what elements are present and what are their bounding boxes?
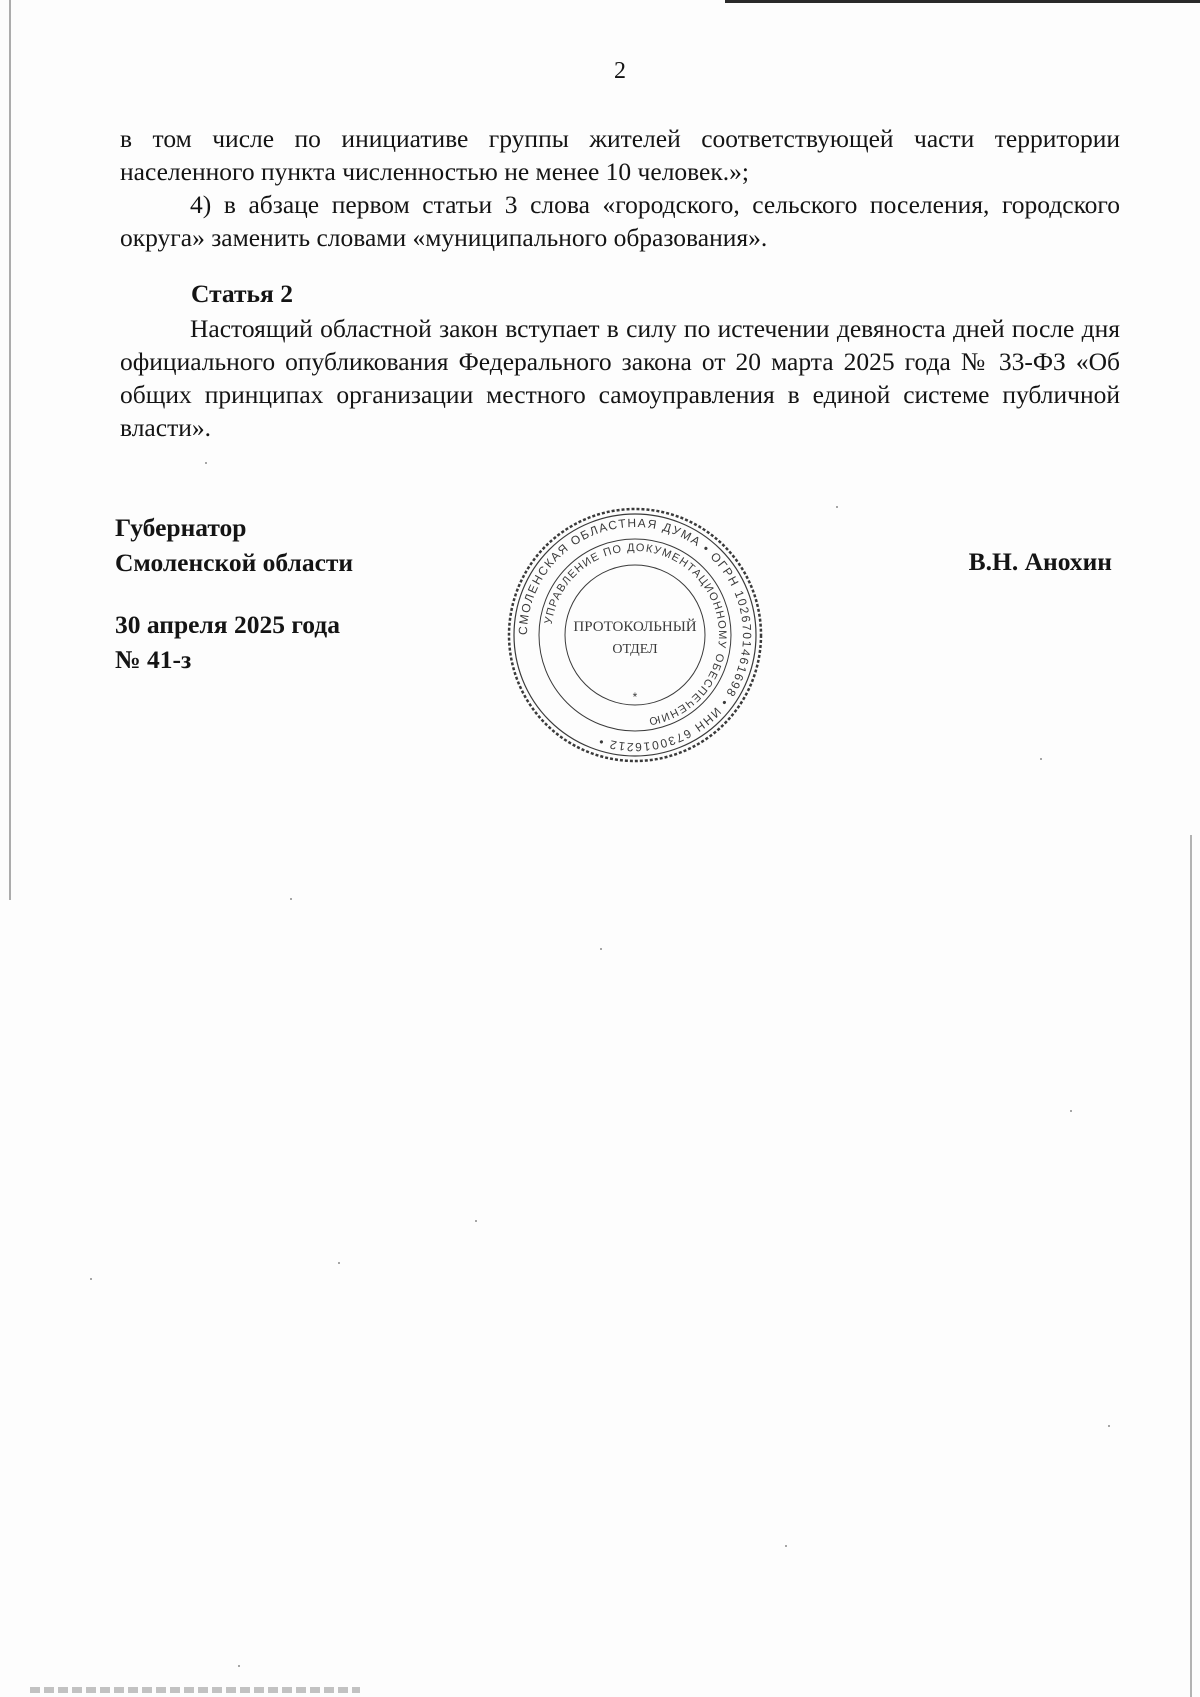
scan-speck (836, 506, 838, 508)
seal-center-line2: ОТДЕЛ (612, 642, 658, 657)
paragraph-continuation: в том числе по инициативе группы жителей соответствующей части территории населенного пункта численностью не менее 10 человек.»; (120, 124, 1120, 186)
page-number: 2 (614, 58, 626, 84)
scan-speck (1070, 1110, 1072, 1112)
signatory-title-line2: Смоленской области (115, 548, 354, 577)
law-number: № 41-з (115, 645, 192, 674)
scan-speck (238, 1665, 240, 1667)
paragraph-article-2: Настоящий областной закон вступает в силу по истечении девяноста дней после дня официального опубликования Федерального закона от 20 марта 2025 года № 33-ФЗ «Об общих принципах организации местного самоуправления в единой системе публичной власти». (120, 314, 1120, 442)
seal-inner-text: УПРАВЛЕНИЕ ПО ДОКУМЕНТАЦИОННОМУ ОБЕСПЕЧЕНИЮ (542, 541, 729, 728)
seal-inner-ring (565, 565, 705, 705)
seal-center-line1: ПРОТОКОЛЬНЫЙ (573, 619, 697, 635)
article-heading: Статья 2 (191, 279, 293, 308)
scan-speck (600, 948, 602, 950)
scan-edge-left (9, 0, 11, 900)
law-date-number (115, 607, 340, 677)
scan-edge-top (725, 0, 1200, 3)
seal-star-icon: * (632, 690, 638, 704)
scan-speck (290, 898, 292, 900)
law-date: 30 апреля 2025 года (115, 610, 340, 639)
scan-edge-right (1190, 835, 1192, 1697)
signatory-name: В.Н. Анохин (968, 547, 1112, 576)
scan-speck (475, 1220, 477, 1222)
scan-speck (338, 1262, 340, 1264)
scan-speck (90, 1278, 92, 1280)
seal-outer-text: СМОЛЕНСКАЯ ОБЛАСТНАЯ ДУМА • ОГРН 1026701461698 • ИНН 6730016212 • (515, 515, 755, 755)
paragraph-item-4: 4) в абзаце первом статьи 3 слова «городского, сельского поселения, городского округа» заменить словами «муниципального образования». (120, 190, 1120, 252)
scan-speck (785, 1545, 787, 1547)
scan-speck (205, 462, 207, 464)
scan-edge-bottom (30, 1687, 360, 1693)
scan-speck (1040, 758, 1042, 760)
signatory-title (115, 510, 353, 580)
scan-speck (1108, 1425, 1110, 1427)
signatory-title-line1: Губернатор (115, 513, 247, 542)
official-seal (505, 505, 765, 765)
